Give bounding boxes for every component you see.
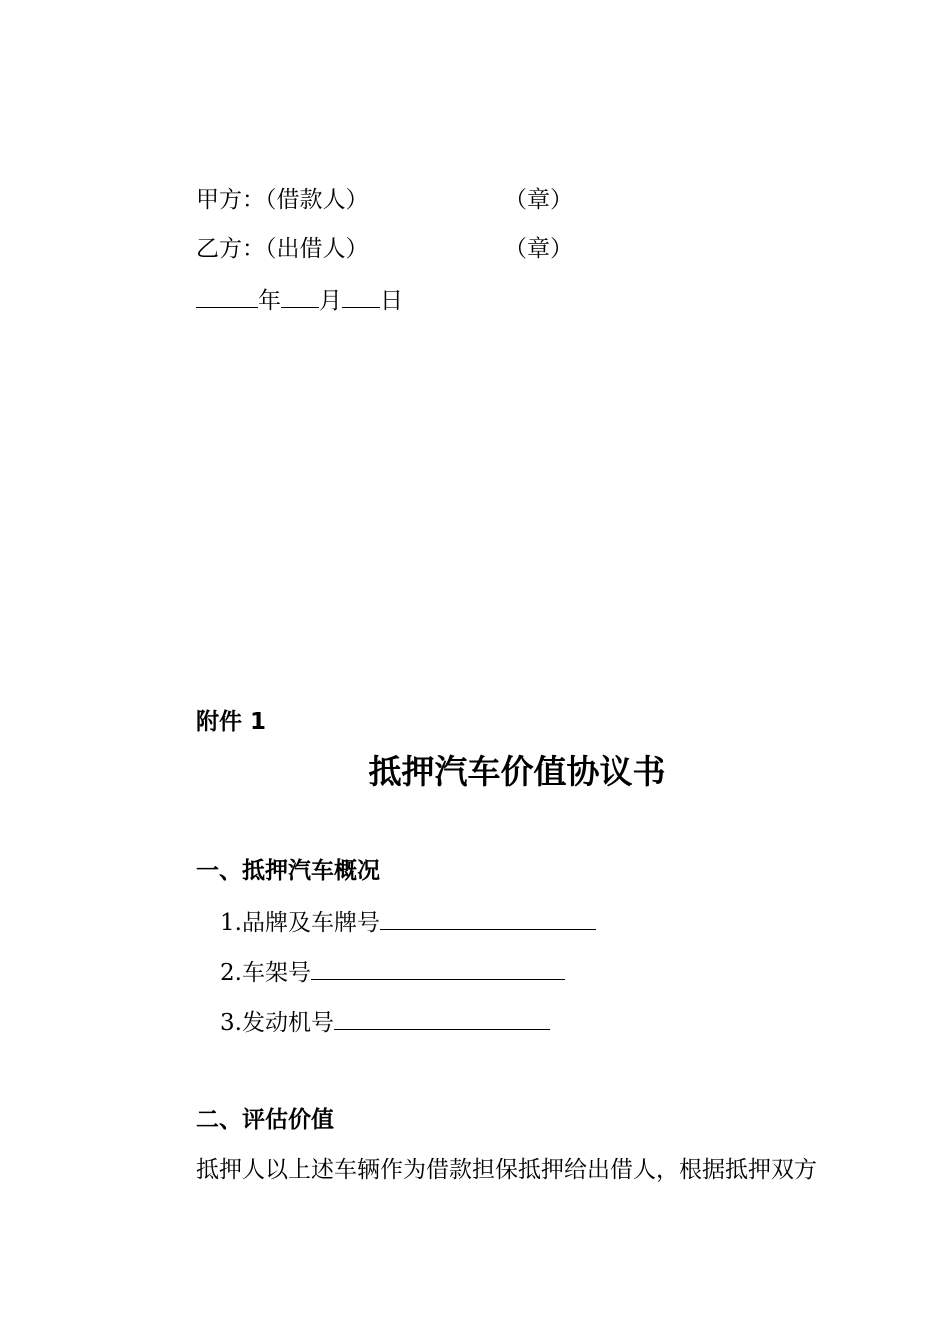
engine-number-field[interactable] [334, 1007, 550, 1030]
frame-number-field[interactable] [311, 957, 565, 980]
engine-number-label: 3.发动机号 [220, 1010, 334, 1036]
document-title: 抵押汽车价值协议书 [368, 752, 666, 791]
attachment-label: 附件 1 [196, 709, 267, 735]
month-label: 月 [319, 288, 342, 314]
day-label: 日 [380, 288, 403, 314]
month-blank[interactable] [281, 285, 319, 308]
section2-paragraph: 抵押人以上述车辆作为借款担保抵押给出借人，根据抵押双方 [196, 1157, 817, 1183]
year-blank[interactable] [196, 285, 258, 308]
party-b-label: 乙方：（出借人） [196, 236, 369, 262]
day-blank[interactable] [342, 285, 380, 308]
party-a-seal: （章） [504, 187, 573, 213]
date-line [196, 285, 403, 315]
brand-plate-label: 1.品牌及车牌号 [220, 910, 380, 936]
section1-item-brand [220, 907, 596, 937]
year-label: 年 [258, 288, 281, 314]
section1-item-engine [220, 1007, 550, 1037]
frame-number-label: 2.车架号 [220, 960, 311, 986]
section1-heading: 一、抵押汽车概况 [196, 858, 380, 884]
brand-plate-field[interactable] [380, 907, 596, 930]
section2-heading: 二、评估价值 [196, 1107, 334, 1133]
party-b-seal: （章） [504, 236, 573, 262]
party-a-label: 甲方：（借款人） [196, 187, 369, 213]
section1-item-frame [220, 957, 565, 987]
